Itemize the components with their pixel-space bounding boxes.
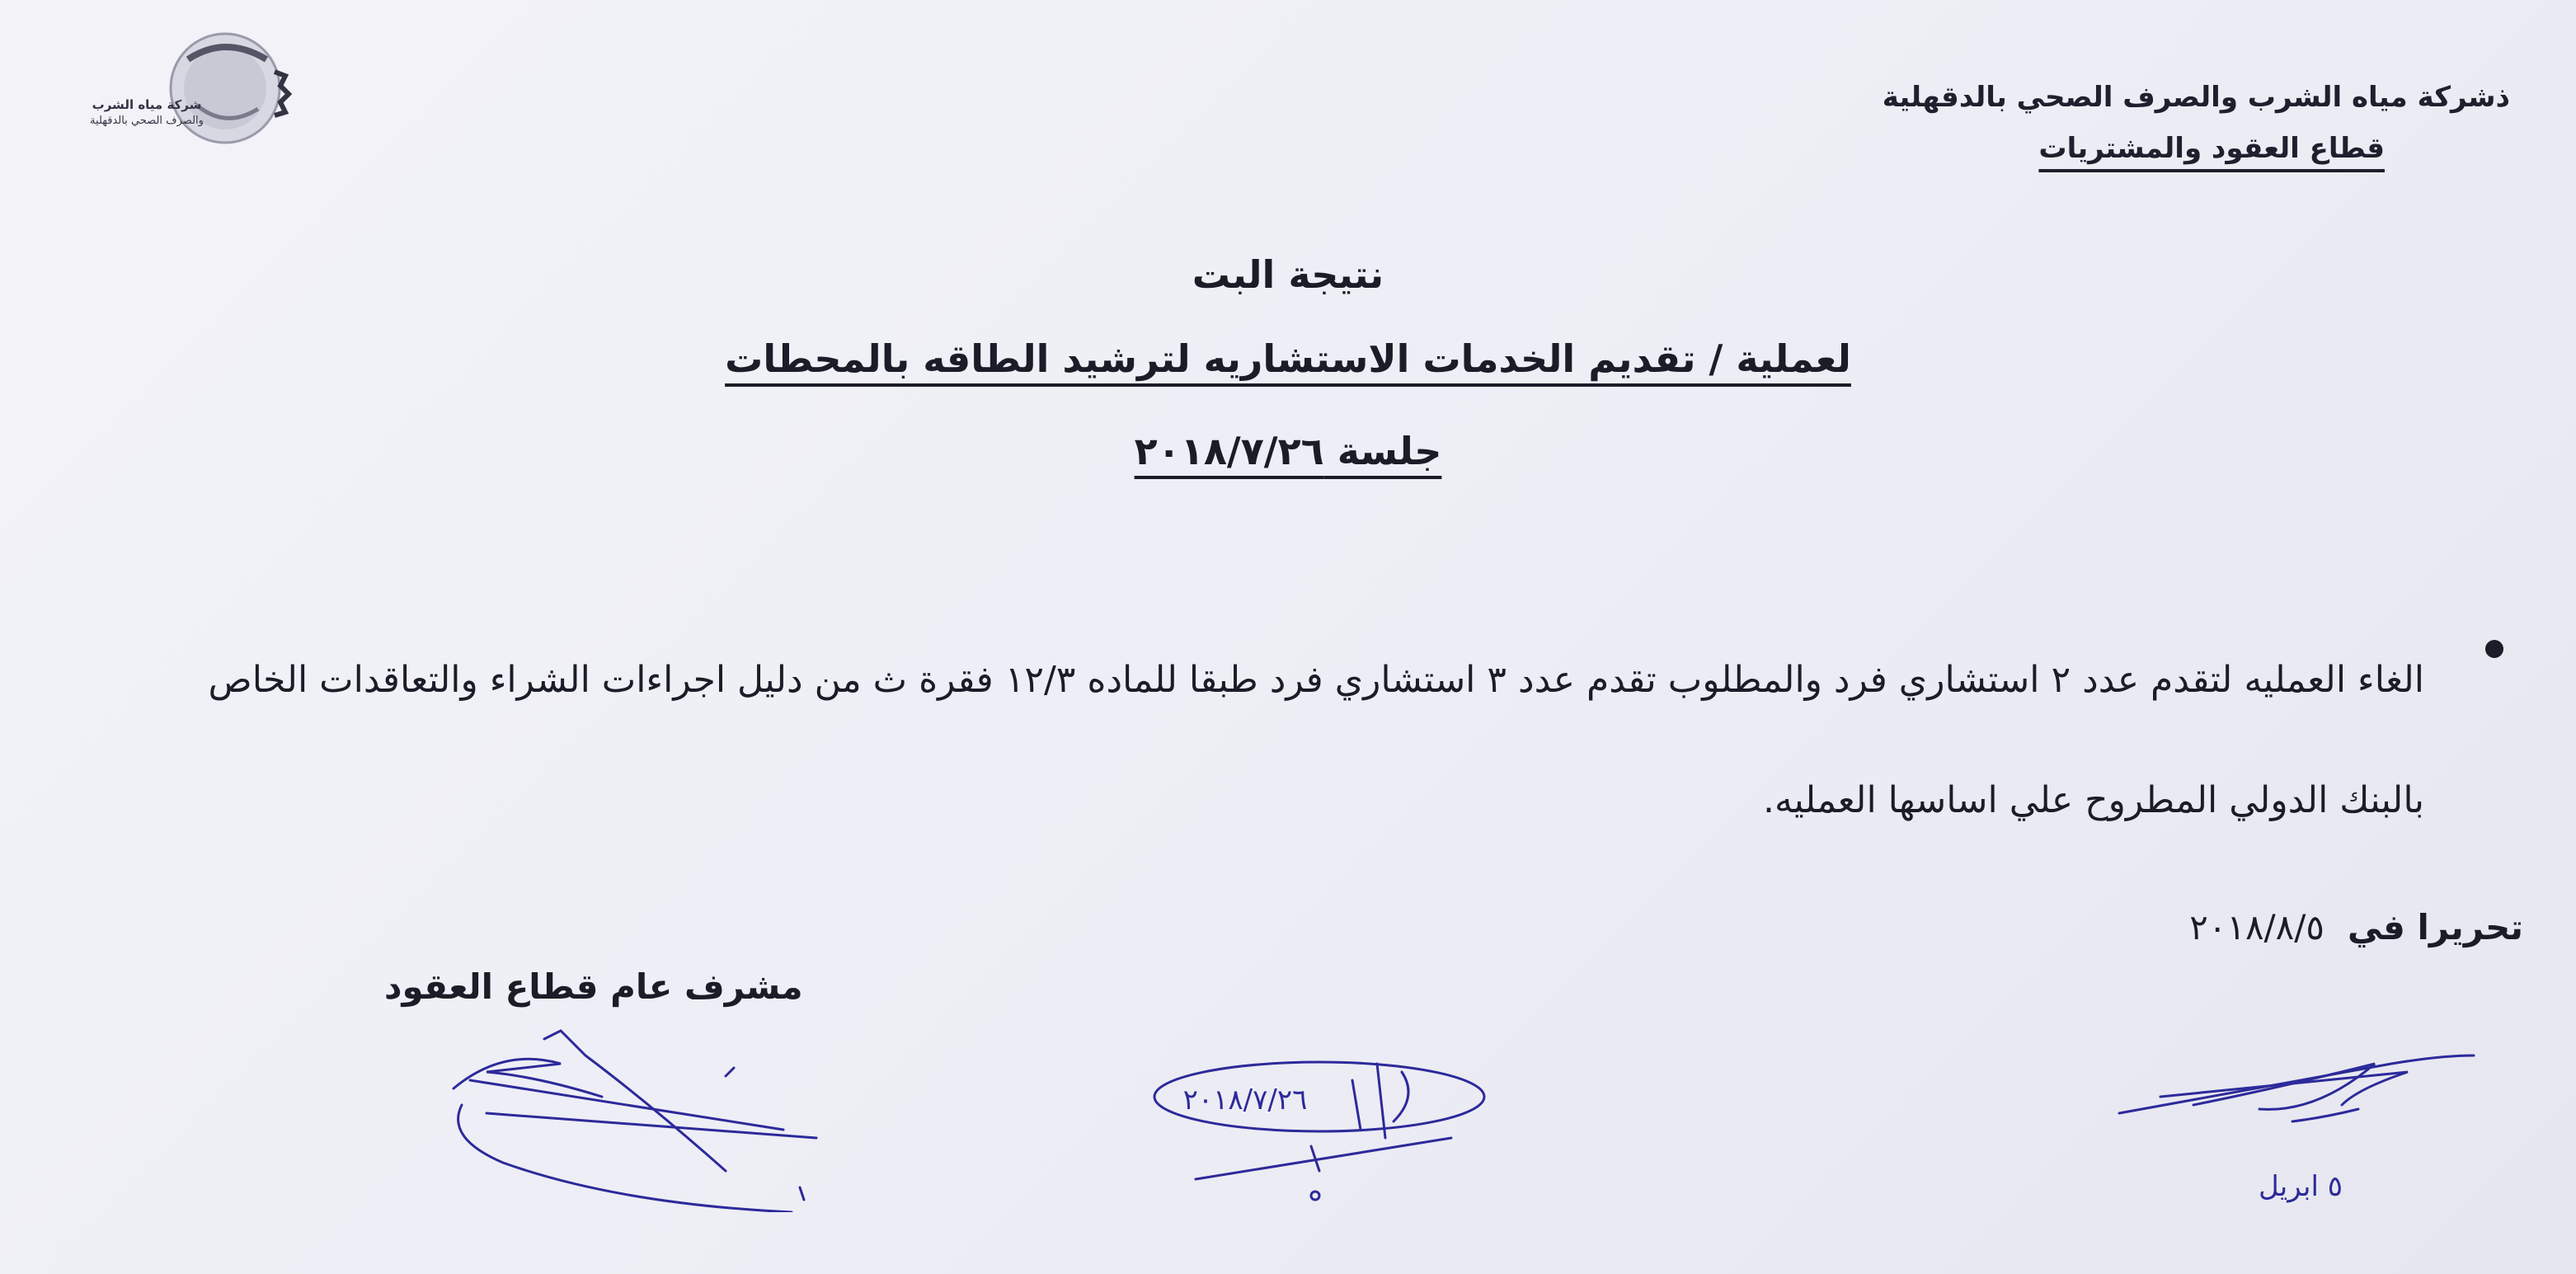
operation-title — [0, 336, 2576, 381]
middle-signature-date: ٢٠١٨/٧/٢٦ — [1182, 1084, 1308, 1117]
department-name: قطاع العقود والمشتريات — [2038, 132, 2385, 165]
decision-line-1: الغاء العمليه لتقدم عدد ٢ استشاري فرد والمطلوب تقدم عدد ٣ استشاري فرد طبقا للماده ١٢/٣ فقرة ث من دليل اجراءات الشراء والتعاقدات الخاص — [208, 659, 2424, 701]
right-signature-annotation: ٥ ابريل — [2259, 1170, 2343, 1203]
middle-signature — [1146, 1047, 1492, 1212]
company-logo — [64, 26, 295, 150]
operation-title-text: لعملية / تقديم الخدمات الاستشاريه لترشيد الطاقه بالمحطات — [725, 336, 1851, 381]
logo-text-2: والصرف الصحي بالدقهلية — [90, 115, 204, 127]
issue-date-label: تحريرا في — [2347, 907, 2523, 947]
supervisor-signature — [437, 1022, 825, 1212]
issue-date-value: ٢٠١٨/٨/٥ — [2189, 907, 2325, 947]
issue-date — [2189, 907, 2523, 947]
session-date-text: جلسة ٢٠١٨/٧/٢٦ — [1134, 429, 1442, 473]
logo-text-1: شركة مياه الشرب — [92, 97, 202, 112]
supervisor-title: مشرف عام قطاع العقود — [384, 966, 803, 1007]
session-date — [0, 429, 2576, 473]
decision-line-2: بالبنك الدولي المطروح علي اساسها العمليه. — [1762, 779, 2424, 821]
decision-paragraph — [96, 620, 2512, 861]
result-title: نتيجة البت — [1192, 252, 1384, 297]
organization-name: ذشركة مياه الشرب والصرف الصحي بالدقهلية — [1882, 81, 2510, 114]
right-signature — [2111, 1031, 2490, 1212]
